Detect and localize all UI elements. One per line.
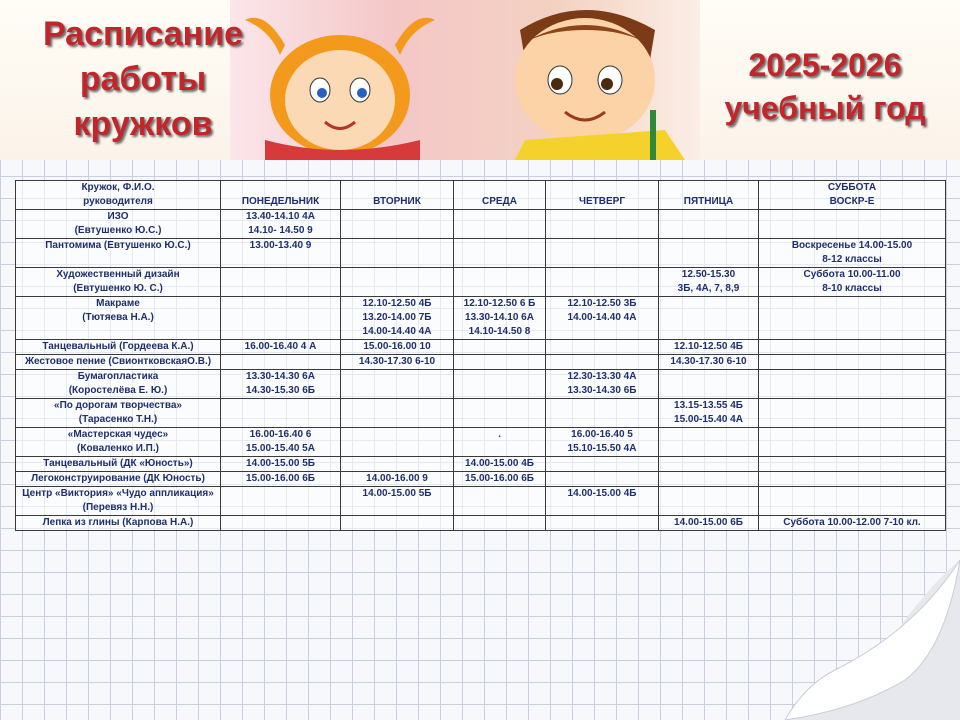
cell-monday xyxy=(221,239,341,268)
cell-tuesday xyxy=(341,472,454,487)
cell-line: (Коростелёва Е. Ю.) xyxy=(68,385,168,396)
cell-line: 14.00-15.00 4Б xyxy=(465,458,534,469)
cell-friday xyxy=(659,472,759,487)
cell-line: 13.30-14.30 6Б xyxy=(567,385,637,396)
cell-tuesday xyxy=(341,370,454,399)
cell-line: 13.30-14.30 6А xyxy=(246,371,315,382)
cell-line: 12.10-12.50 3Б xyxy=(567,298,637,309)
cell-friday xyxy=(659,399,759,428)
cell-thursday xyxy=(546,457,659,472)
cell-thursday xyxy=(546,355,659,370)
cell-line: 12.10-12.50 4Б xyxy=(362,298,432,309)
cell-line: 14.00-16.00 9 xyxy=(366,473,428,484)
cell-monday xyxy=(221,457,341,472)
cell-friday xyxy=(659,239,759,268)
cell-wednesday xyxy=(454,457,546,472)
cell-line: 14.00-15.00 6Б xyxy=(674,517,743,528)
cell-line: 14.00-15.00 5Б xyxy=(246,458,315,469)
kids-illustration xyxy=(245,0,705,160)
cell-line: Воскресенье 14.00-15.00 xyxy=(791,240,913,251)
cell-wednesday xyxy=(454,472,546,487)
table-row xyxy=(16,487,946,516)
cell-line: (Евтушенко Ю. С.) xyxy=(73,283,163,294)
cell-wednesday xyxy=(454,239,546,268)
cell-monday xyxy=(221,516,341,531)
cell-line: 3Б, 4А, 7, 8,9 xyxy=(677,283,740,294)
cell-friday xyxy=(659,487,759,516)
cell-wednesday xyxy=(454,340,546,355)
header-banner xyxy=(0,0,960,160)
cell-tuesday xyxy=(341,268,454,297)
cell-line: 15.00-15.40 5А xyxy=(246,443,315,454)
cell-line: 15.00-16.00 10 xyxy=(363,341,431,352)
cell-monday xyxy=(221,399,341,428)
cell-line: 14.10- 14.50 9 xyxy=(248,225,313,236)
cell-thursday xyxy=(546,472,659,487)
cell-monday xyxy=(221,472,341,487)
cell-monday xyxy=(221,370,341,399)
cell-line: Танцевальный (ДК «Юность») xyxy=(43,458,193,469)
cell-line: 12.50-15.30 xyxy=(681,269,736,280)
cell-friday xyxy=(659,297,759,340)
cell-thursday xyxy=(546,297,659,340)
table-row xyxy=(16,472,946,487)
cell-tuesday xyxy=(341,239,454,268)
cell-line: 12.10-12.50 6 Б xyxy=(463,298,536,309)
cell-wednesday xyxy=(454,487,546,516)
cell-circle-name xyxy=(16,472,221,487)
cell-thursday xyxy=(546,516,659,531)
cell-wednesday xyxy=(454,370,546,399)
cell-friday xyxy=(659,370,759,399)
cell-thursday xyxy=(546,239,659,268)
cell-tuesday xyxy=(341,487,454,516)
table-row xyxy=(16,457,946,472)
cell-line: 13.40-14.10 4А xyxy=(246,211,315,222)
cell-line: 15.00-16.00 6Б xyxy=(246,473,315,484)
cell-monday xyxy=(221,210,341,239)
table-row xyxy=(16,399,946,428)
school-year: 2025-2026 учебный год xyxy=(724,47,926,126)
cell-line: 14.00-15.00 5Б xyxy=(362,488,432,499)
cell-wednesday xyxy=(454,516,546,531)
cell-line: 13.20-14.00 7Б xyxy=(362,312,432,323)
cell-line: «Мастерская чудес» xyxy=(67,429,169,440)
header-friday: ПЯТНИЦА xyxy=(659,181,759,210)
cell-friday xyxy=(659,355,759,370)
cell-saturday-sunday xyxy=(759,472,946,487)
cell-circle-name xyxy=(16,370,221,399)
table-row xyxy=(16,340,946,355)
cell-wednesday xyxy=(454,210,546,239)
cell-saturday-sunday xyxy=(759,370,946,399)
header-saturday-sunday: СУББОТА ВОСКР-Е xyxy=(759,181,946,210)
cell-thursday xyxy=(546,487,659,516)
cell-thursday xyxy=(546,268,659,297)
cell-friday xyxy=(659,457,759,472)
cell-line: 16.00-16.40 6 xyxy=(249,429,312,440)
girl-icon xyxy=(245,18,435,160)
cell-saturday-sunday xyxy=(759,268,946,297)
cell-saturday-sunday xyxy=(759,210,946,239)
cell-circle-name xyxy=(16,297,221,340)
cell-line: 15.00-16.00 6Б xyxy=(465,473,534,484)
cell-line: . xyxy=(498,429,501,440)
table-row xyxy=(16,268,946,297)
cell-line: 16.00-16.40 4 А xyxy=(244,341,317,352)
cell-circle-name xyxy=(16,210,221,239)
cell-circle-name xyxy=(16,487,221,516)
cell-thursday xyxy=(546,399,659,428)
page-curl-decoration xyxy=(745,560,960,720)
cell-wednesday xyxy=(454,355,546,370)
cell-line: 16.00-16.40 5 xyxy=(571,429,633,440)
header-circle: Кружок, Ф.И.О. руководителя xyxy=(16,181,221,210)
cell-wednesday xyxy=(454,268,546,297)
cell-line: 14.30-17.30 6-10 xyxy=(358,356,436,367)
cell-line: (Перевяз Н.Н.) xyxy=(82,502,154,513)
cell-circle-name xyxy=(16,268,221,297)
cell-tuesday xyxy=(341,399,454,428)
cell-line: 14.00-14.40 4А xyxy=(362,326,432,337)
cell-line: ИЗО xyxy=(107,211,129,222)
table-row xyxy=(16,210,946,239)
table-row xyxy=(16,516,946,531)
cell-tuesday xyxy=(341,297,454,340)
page-title: Расписание работы кружков xyxy=(42,15,244,143)
cell-monday xyxy=(221,340,341,355)
cell-friday xyxy=(659,428,759,457)
cell-friday xyxy=(659,340,759,355)
cell-wednesday xyxy=(454,399,546,428)
cell-friday xyxy=(659,516,759,531)
cell-thursday xyxy=(546,210,659,239)
cell-saturday-sunday xyxy=(759,457,946,472)
cell-line: Жестовое пение (СвионтковскаяО.В.) xyxy=(24,356,212,367)
cell-line: (Евтушенко Ю.С.) xyxy=(74,225,162,236)
cell-circle-name xyxy=(16,239,221,268)
cell-line: 14.30-17.30 6-10 xyxy=(670,356,747,367)
table-row xyxy=(16,370,946,399)
cell-line: 13.00-13.40 9 xyxy=(249,240,312,251)
table-row xyxy=(16,428,946,457)
cell-circle-name xyxy=(16,355,221,370)
cell-circle-name xyxy=(16,340,221,355)
cell-saturday-sunday xyxy=(759,399,946,428)
cell-circle-name xyxy=(16,516,221,531)
cell-wednesday xyxy=(454,428,546,457)
cell-line: 8-12 классы xyxy=(822,254,882,265)
cell-friday xyxy=(659,210,759,239)
cell-tuesday xyxy=(341,355,454,370)
cell-line: 14.00-14.40 4А xyxy=(567,312,637,323)
cell-monday xyxy=(221,268,341,297)
cell-line: 13.15-13.55 4Б xyxy=(674,400,743,411)
cell-saturday-sunday xyxy=(759,428,946,457)
cell-friday xyxy=(659,268,759,297)
cell-saturday-sunday xyxy=(759,487,946,516)
table-row xyxy=(16,239,946,268)
table-row xyxy=(16,355,946,370)
cell-saturday-sunday xyxy=(759,340,946,355)
cell-tuesday xyxy=(341,516,454,531)
cell-wednesday xyxy=(454,297,546,340)
table-row xyxy=(16,297,946,340)
cell-line: 14.00-15.00 4Б xyxy=(567,488,637,499)
cell-line: 12.30-13.30 4А xyxy=(567,371,637,382)
cell-line: «По дорогам творчества» xyxy=(54,400,182,411)
cell-line: 13.30-14.10 6А xyxy=(465,312,534,323)
cell-monday xyxy=(221,355,341,370)
cell-line: Бумагопластика xyxy=(77,371,159,382)
cell-tuesday xyxy=(341,428,454,457)
cell-line: (Коваленко И.П.) xyxy=(77,443,159,454)
cell-line: Пантомима (Евтушенко Ю.С.) xyxy=(45,240,191,251)
cell-line: 15.10-15.50 4А xyxy=(567,443,637,454)
cell-monday xyxy=(221,428,341,457)
cell-circle-name xyxy=(16,457,221,472)
cell-line: Художественный дизайн xyxy=(56,269,180,280)
cell-monday xyxy=(221,487,341,516)
cell-line: 14.30-15.30 6Б xyxy=(246,385,315,396)
schedule-table xyxy=(15,180,946,531)
cell-saturday-sunday xyxy=(759,355,946,370)
cell-line: 15.00-15.40 4А xyxy=(674,414,743,425)
header-wednesday: СРЕДА xyxy=(454,181,546,210)
header-monday: ПОНЕДЕЛЬНИК xyxy=(221,181,341,210)
cell-line: Лепка из глины (Карпова Н.А.) xyxy=(42,517,194,528)
table-header-row xyxy=(16,181,946,210)
cell-circle-name xyxy=(16,399,221,428)
cell-saturday-sunday xyxy=(759,297,946,340)
boy-icon xyxy=(515,10,685,160)
cell-line: 12.10-12.50 4Б xyxy=(674,341,743,352)
cell-circle-name xyxy=(16,428,221,457)
cell-saturday-sunday xyxy=(759,239,946,268)
cell-line: (Тарасенко Т.Н.) xyxy=(78,414,158,425)
cell-line: Центр «Виктория» «Чудо аппликация» xyxy=(22,488,214,499)
header-thursday: ЧЕТВЕРГ xyxy=(546,181,659,210)
cell-tuesday xyxy=(341,340,454,355)
cell-thursday xyxy=(546,340,659,355)
cell-thursday xyxy=(546,370,659,399)
cell-line: Макраме xyxy=(96,298,140,309)
cell-line: Танцевальный (Гордеева К.А.) xyxy=(42,341,194,352)
cell-line: Суббота 10.00-11.00 xyxy=(803,269,901,280)
cell-line: (Тютяева Н.А.) xyxy=(82,312,154,323)
cell-line: 14.10-14.50 8 xyxy=(468,326,531,337)
cell-saturday-sunday xyxy=(759,516,946,531)
cell-line: Легоконструирование (ДК Юность) xyxy=(31,473,205,484)
cell-monday xyxy=(221,297,341,340)
header-tuesday: ВТОРНИК xyxy=(341,181,454,210)
cell-tuesday xyxy=(341,457,454,472)
cell-line: Суббота 10.00-12.00 7-10 кл. xyxy=(783,517,921,528)
cell-line: 8-10 классы xyxy=(822,283,882,294)
cell-tuesday xyxy=(341,210,454,239)
cell-thursday xyxy=(546,428,659,457)
